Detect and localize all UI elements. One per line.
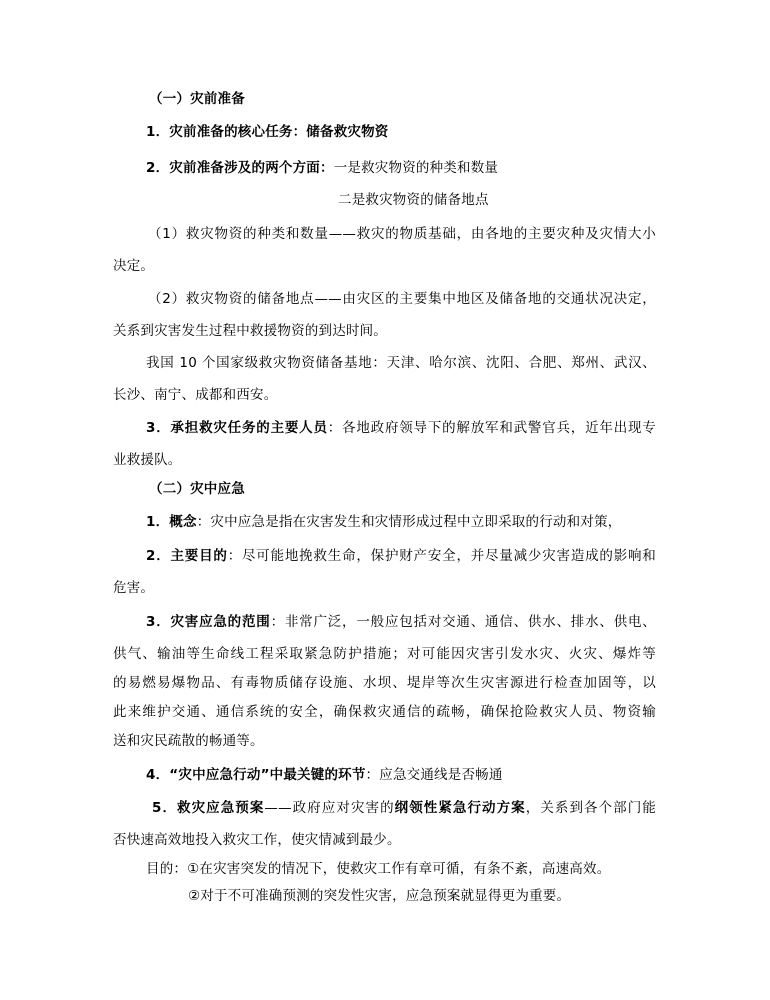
paragraph-core-task <box>146 123 389 141</box>
section-heading-pre-disaster: （一）灾前准备 <box>149 91 245 107</box>
paragraph-scope-line5: 送和灾民疏散的畅通等。 <box>113 733 264 749</box>
paragraph-two-aspects <box>146 159 498 177</box>
paragraph-main-purpose-line2: 危害。 <box>113 580 155 596</box>
paragraph-emergency-plan-line1 <box>152 799 656 817</box>
paragraph-reserve-bases-line2: 长沙、南宁、成都和西安。 <box>113 387 278 403</box>
scope-label: 3．灾害应急的范围 <box>146 614 271 630</box>
core-task-label: 1．灾前准备的核心任务： <box>146 124 307 140</box>
paragraph-purpose-line1: 目的：①在灾害突发的情况下，使救灾工作有章可循，有条不紊，高速高效。 <box>146 861 611 877</box>
paragraph-emergency-plan-line2: 否快速高效地投入救灾工作，使灾情减到最少。 <box>113 832 401 848</box>
paragraph-concept <box>146 513 621 531</box>
concept-label: 1．概念 <box>146 514 197 530</box>
core-task-text: 储备救灾物资 <box>306 124 389 140</box>
paragraph-reserve-bases-line1: 我国 10 个国家级救灾物资储备基地：天津、哈尔滨、沈阳、合肥、郑州、武汉、 <box>146 355 656 371</box>
scope-text: ：非常广泛，一般应包括对交通、通信、供水、排水、供电、 <box>270 614 656 630</box>
main-purpose-text: ：尽可能地挽救生命，保护财产安全，并尽量减少灾害造成的影响和 <box>227 548 657 564</box>
paragraph-scope-line1 <box>146 613 656 631</box>
paragraph-type-quantity-line1: （1）救灾物资的种类和数量——救灾的物质基础，由各地的主要灾种及灾情大小 <box>148 226 656 242</box>
key-link-label: 4．“灾中应急行动”中最关键的环节 <box>146 767 366 783</box>
emergency-plan-end: ，关系到各个部门能 <box>525 800 656 816</box>
emergency-plan-bold: 纲领性紧急行动方案 <box>394 800 526 816</box>
section-heading-in-disaster: （二）灾中应急 <box>149 481 245 497</box>
paragraph-main-personnel-line1 <box>146 419 656 437</box>
concept-text: ：灾中应急是指在灾害发生和灾情形成过程中立即采取的行动和对策， <box>196 514 622 530</box>
paragraph-main-personnel-line2: 业救援队。 <box>113 452 182 468</box>
paragraph-type-quantity-line2: 决定。 <box>113 258 155 274</box>
two-aspects-line2: 二是救灾物资的储备地点 <box>338 192 489 208</box>
paragraph-main-purpose-line1 <box>146 547 656 565</box>
main-purpose-label: 2．主要目的 <box>146 548 228 564</box>
paragraph-scope-line2: 供气、输油等生命线工程采取紧急防护措施；对可能因灾害引发水灾、火灾、爆炸等 <box>113 646 656 662</box>
paragraph-scope-line4: 此来维护交通、通信系统的安全，确保救灾通信的疏畅，确保抢险救灾人员、物资输 <box>113 704 656 720</box>
emergency-plan-label: 5．救灾应急预案 <box>152 800 265 816</box>
paragraph-scope-line3: 的易燃易爆物品、有毒物质储存设施、水坝、堤岸等次生灾害源进行检查加固等，以 <box>113 675 656 691</box>
paragraph-storage-location-line1: （2）救灾物资的储备地点——由灾区的主要集中地区及储备地的交通状况决定， <box>148 291 656 307</box>
main-personnel-text: ：各地政府领导下的解放军和武警官兵，近年出现专 <box>327 420 656 436</box>
two-aspects-label: 2．灾前准备涉及的两个方面： <box>146 160 334 176</box>
emergency-plan-mid: ——政府应对灾害的 <box>264 800 395 816</box>
paragraph-key-link <box>146 766 503 784</box>
paragraph-storage-location-line2: 关系到灾害发生过程中救援物资的到达时间。 <box>113 323 387 339</box>
two-aspects-line1: 一是救灾物资的种类和数量 <box>333 160 499 176</box>
paragraph-purpose-line2: ②对于不可准确预测的突发性灾害，应急预案就显得更为重要。 <box>188 888 571 904</box>
key-link-text: ：应急交通线是否畅通 <box>365 767 503 783</box>
main-personnel-label: 3．承担救灾任务的主要人员 <box>146 420 328 436</box>
